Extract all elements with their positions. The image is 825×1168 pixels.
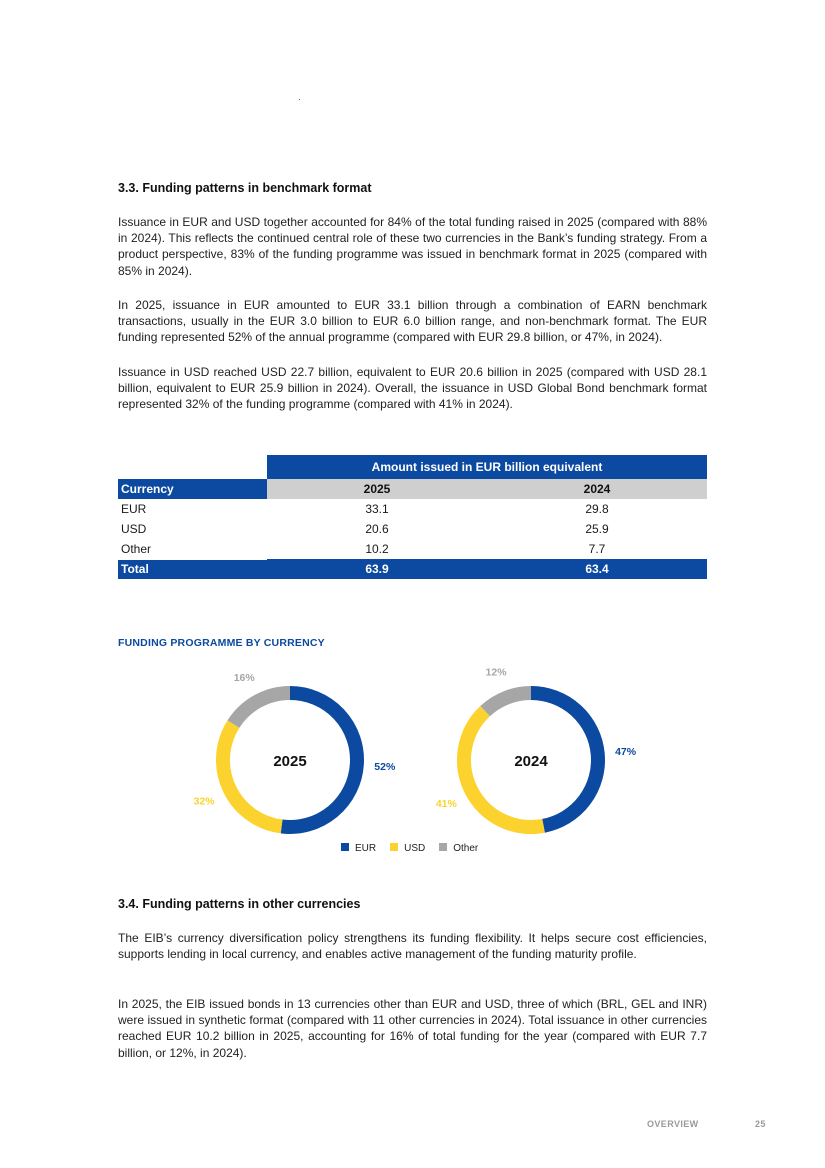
table-total-row [118,559,707,579]
legend-label-eur: EUR [355,843,377,854]
section-3-3-paragraph-3: Issuance in USD reached USD 22.7 billion, equivalent to EUR 20.6 billion in 2025 (compared with USD 28.1 billion, equivalent to EUR 25.9 billion in 2024). Overall, the issuance in USD Global Bond benchmark format represented 32% of the funding programme (compared with 41% in 2024). [118,365,707,412]
total-2025: 63.9 [267,559,487,579]
donut-2024-slice-other [485,693,531,711]
col-header-currency: Currency [118,479,267,499]
legend-swatch-other [439,843,447,851]
donut-2025-label-eur: 52% [374,760,396,773]
cell-currency: EUR [121,502,147,516]
table-super-header: Amount issued in EUR billion equivalent [267,455,707,479]
legend-item-usd [390,843,425,854]
section-3-4-heading: 3.4. Funding patterns in other currencies [118,897,361,911]
donut-2025-label-other: 16% [233,671,255,684]
col-header-2024: 2024 [487,479,707,499]
currency-table [118,455,707,579]
donut-2024-label-usd: 41% [435,798,457,811]
chart-legend [341,843,478,854]
cell-currency: Other [121,541,152,556]
page-number: 25 [755,1119,766,1129]
col-header-2025: 2025 [267,479,487,499]
cell-2025: 10.2 [365,542,389,556]
footer-section-label: OVERVIEW [647,1119,699,1129]
legend-swatch-eur [341,843,349,851]
section-3-4-paragraph-1: The EIB’s currency diversification policy strengthens its funding flexibility. It helps secure cost efficiencies, supports lending in local currency, and enables active management of the funding maturity profile. [118,931,707,962]
funding-donut-charts [160,660,680,845]
cell-2024: 7.7 [588,542,606,556]
section-3-3-heading: 3.3. Funding patterns in benchmark format [118,181,372,195]
table-row [118,499,707,519]
cell-2024: 25.9 [585,522,609,536]
table-row [118,539,707,559]
legend-swatch-usd [390,843,398,851]
legend-label-other: Other [453,843,479,854]
legend-label-usd: USD [404,843,426,854]
donut-2024-label-other: 12% [485,666,507,679]
cell-2025: 20.6 [365,522,389,536]
legend-item-other [439,843,478,854]
total-label: Total [118,559,267,579]
donut-2025-center-label: 2025 [273,753,307,770]
donut-2024-label-eur: 47% [615,746,637,759]
cell-currency: USD [121,522,147,536]
table-row [118,519,707,539]
cell-2024: 29.8 [585,502,609,516]
section-3-3-paragraph-2: In 2025, issuance in EUR amounted to EUR 33.1 billion through a combination of EARN benchmark transactions, usually in the EUR 3.0 billion to EUR 6.0 billion range, and non-benchmark format. The EUR funding represented 52% of the annual programme (compared with EUR 29.8 billion, or 47%, in 2024). [118,298,707,345]
donut-2025-slice-other [233,693,290,724]
donut-2025-label-usd: 32% [193,795,215,808]
section-3-4-paragraph-2: In 2025, the EIB issued bonds in 13 currencies other than EUR and USD, three of which (BRL, GEL and INR) were issued in synthetic format (compared with 11 other currencies in 2024). Total issuance in other currencies reached EUR 10.2 billion in 2025, accounting for 16% of total funding for the year (compared with EUR 7.7 billion, or 12%, in 2024). [118,997,707,1060]
section-3-3-paragraph-1: Issuance in EUR and USD together accounted for 84% of the total funding raised in 2025 (compared with 88% in 2024). This reflects the continued central role of these two currencies in the Bank’s funding strategy. From a product perspective, 83% of the funding programme was issued in benchmark format in 2025 (compared with 85% in 2024). [118,215,707,278]
table-header-row [118,479,707,499]
legend-item-eur [341,843,376,854]
stray-mark [299,99,300,100]
total-2024: 63.4 [487,559,707,579]
cell-2025: 33.1 [365,502,389,516]
donut-2025-slice-usd [223,724,282,826]
chart-title: FUNDING PROGRAMME BY CURRENCY [118,637,325,649]
donut-2024-center-label: 2024 [514,753,548,770]
